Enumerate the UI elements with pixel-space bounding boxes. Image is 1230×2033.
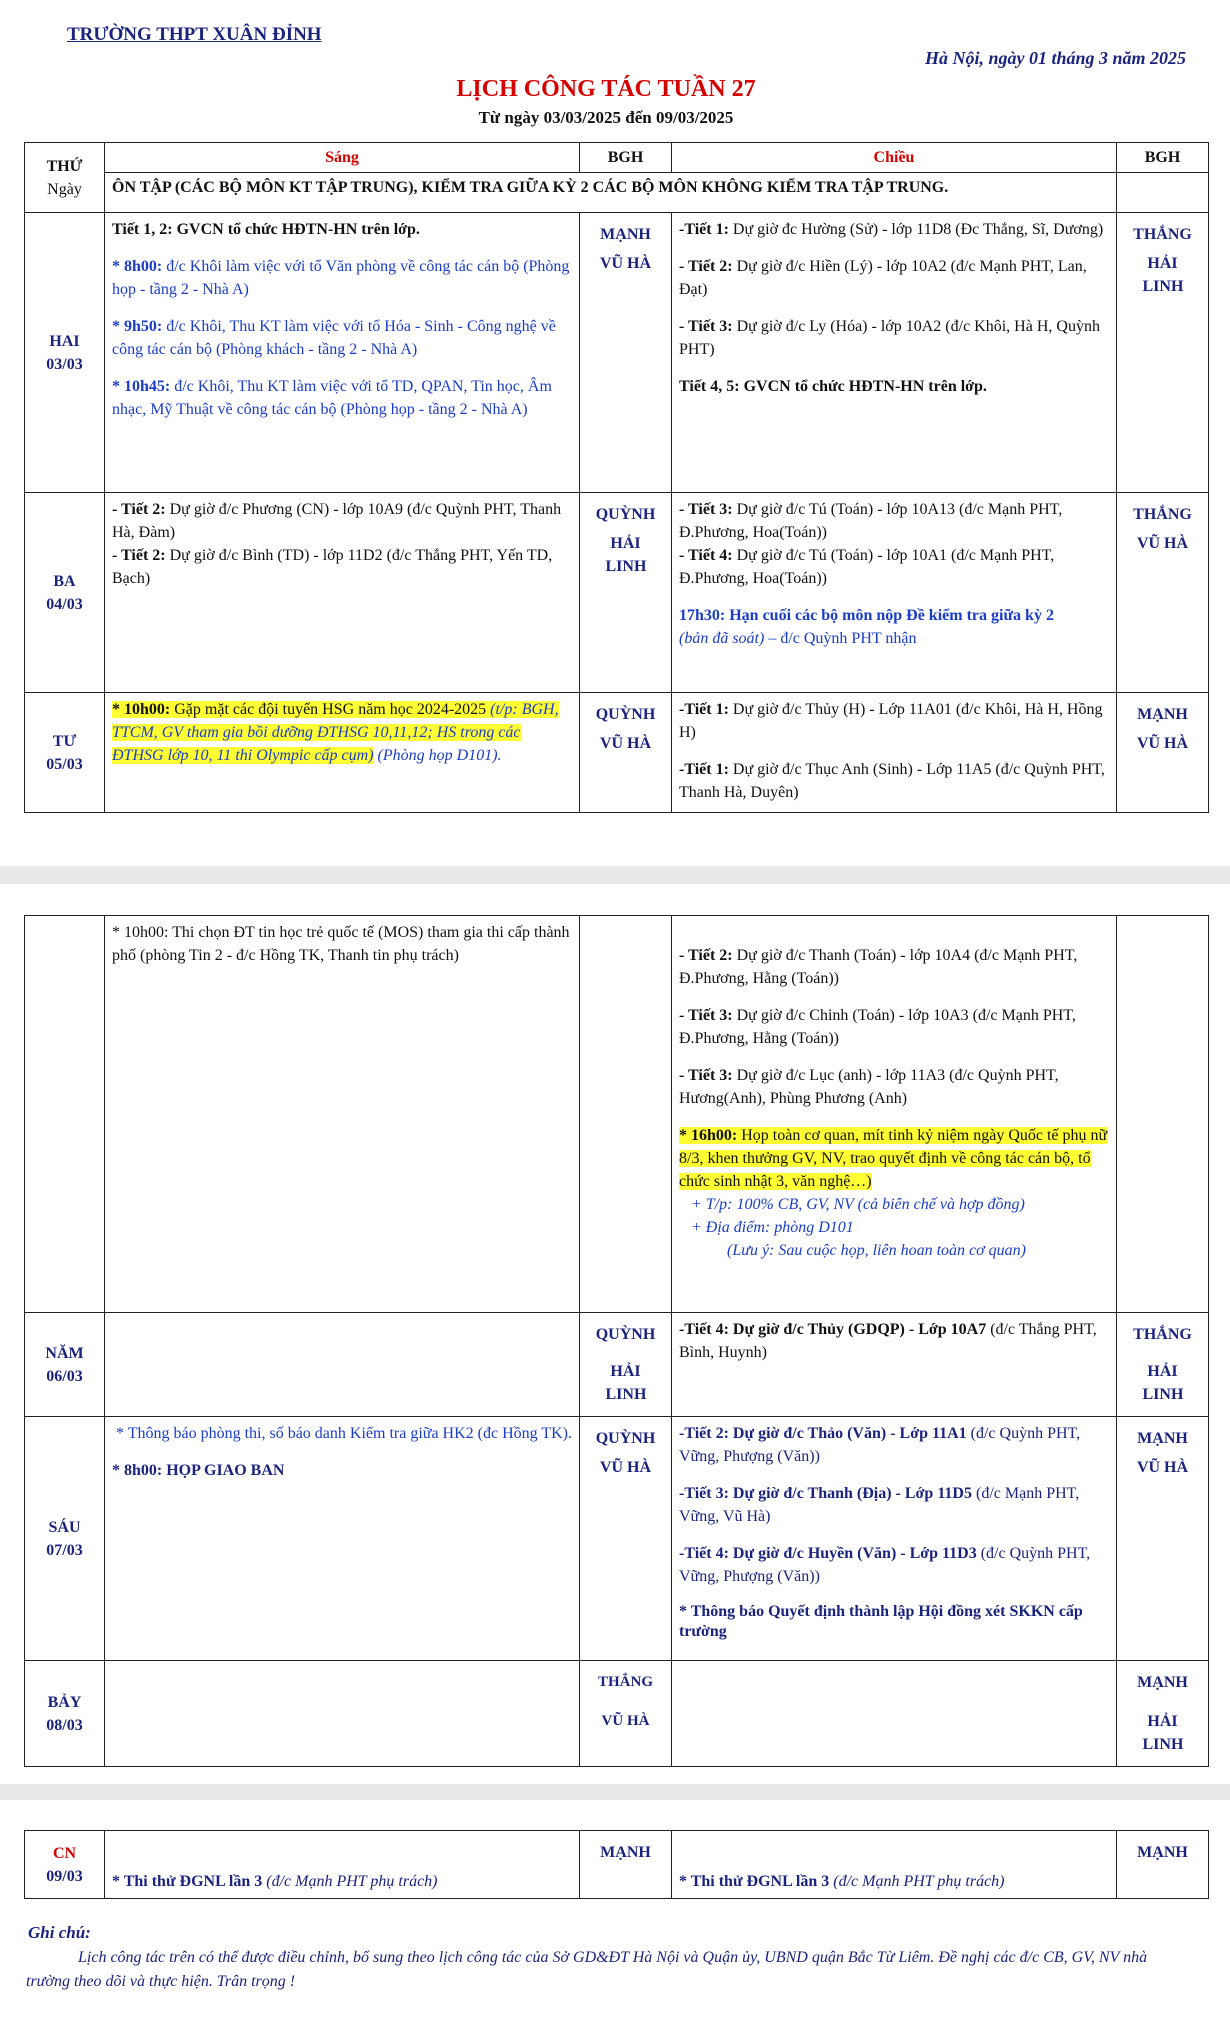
schedule-table-part-2 bbox=[24, 915, 1209, 1767]
day-date: 09/03 bbox=[46, 1867, 83, 1885]
week-note-row bbox=[25, 173, 1209, 213]
thu-label: THỨ bbox=[46, 157, 83, 175]
bgh-name: THẮNG bbox=[1133, 226, 1192, 243]
event-detail: Dự giờ đ/c Chinh (Toán) - lớp 10A3 (đ/c Mạnh PHT, Đ.Phương, Hằng (Toán)) bbox=[679, 1007, 1076, 1047]
event-time: * Thi thử ĐGNL lần 3 bbox=[679, 1873, 830, 1890]
event-time: -Tiết 1: bbox=[679, 761, 729, 778]
bgh-name: MẠNH bbox=[1137, 1674, 1188, 1691]
day-row-ba bbox=[25, 493, 1209, 693]
event-time: - Tiết 3: bbox=[679, 1067, 733, 1084]
event-time: - Tiết 3: bbox=[679, 1007, 733, 1024]
event-text bbox=[679, 698, 1109, 744]
bgh-name: THẮNG bbox=[1133, 506, 1192, 523]
page-break-band bbox=[0, 866, 1230, 884]
event-detail: – đ/c Quỳnh PHT nhận bbox=[764, 630, 917, 647]
afternoon-cell-bay bbox=[672, 1661, 1117, 1767]
bgh-name: THẮNG bbox=[597, 1674, 653, 1690]
bgh-afternoon-tu-continued bbox=[1117, 916, 1209, 1313]
event-text: (Lưu ý: Sau cuộc họp, liên hoan toàn cơ quan) bbox=[727, 1242, 1026, 1259]
bgh-name: VŨ HÀ bbox=[599, 735, 652, 752]
morning-cell-cn bbox=[105, 1831, 580, 1899]
day-row-tu bbox=[25, 693, 1209, 813]
bgh-afternoon-sau bbox=[1117, 1417, 1209, 1661]
bgh-afternoon-nam bbox=[1117, 1313, 1209, 1417]
day-cell-tu bbox=[25, 693, 105, 813]
afternoon-cell-cn bbox=[672, 1831, 1117, 1899]
event-time: -Tiết 4: Dự giờ đ/c Thủy (GDQP) - Lớp 10A7 bbox=[679, 1321, 987, 1338]
bgh-morning-cn bbox=[580, 1831, 672, 1899]
event-detail: Dự giờ đ/c Tú (Toán) - lớp 10A13 (đ/c Mạnh PHT, Đ.Phương, Hoa(Toán)) bbox=[679, 501, 1063, 541]
day-row-tu-continued bbox=[25, 916, 1209, 1313]
event-text bbox=[679, 498, 1109, 544]
day-date: 03/03 bbox=[46, 355, 83, 373]
day-row-nam bbox=[25, 1313, 1209, 1417]
bgh-name: MẠNH bbox=[600, 226, 651, 243]
event-detail: (Phòng họp D101). bbox=[373, 747, 502, 764]
bgh-morning-nam bbox=[580, 1313, 672, 1417]
event-detail: (đ/c Mạnh PHT phụ trách) bbox=[262, 1873, 438, 1890]
event-detail: Dự giờ đ/c Thủy (H) - Lớp 11A01 (đ/c Khôi, Hà H, Hồng H) bbox=[679, 701, 1103, 741]
bgh-header-2: BGH bbox=[1117, 143, 1209, 173]
afternoon-header: Chiều bbox=[672, 143, 1117, 173]
event-text: * Thông báo Quyết định thành lập Hội đồng xét SKKN cấp trường bbox=[679, 1603, 1083, 1640]
bgh-afternoon-cn bbox=[1117, 1831, 1209, 1899]
bgh-name: HẢI LINH bbox=[605, 535, 647, 575]
event-text bbox=[679, 255, 1109, 301]
day-row-sau bbox=[25, 1417, 1209, 1661]
date-line: Hà Nội, ngày 01 tháng 3 năm 2025 bbox=[924, 48, 1186, 68]
day-column-header bbox=[25, 143, 105, 213]
morning-cell-bay bbox=[105, 1661, 580, 1767]
event-detail: (đ/c Mạnh PHT phụ trách) bbox=[829, 1873, 1005, 1890]
event-detail: Họp toàn cơ quan, mít tinh kỷ niệm ngày Quốc tế phụ nữ 8/3, khen thưởng GV, NV, trao quyết định về công tác cán bộ, tổ chức sinh nhật 3, văn nghệ…) bbox=[679, 1127, 1108, 1190]
morning-cell-ba bbox=[105, 493, 580, 693]
week-note: ÔN TẬP (CÁC BỘ MÔN KT TẬP TRUNG), KIỂM TRA GIỮA KỲ 2 CÁC BỘ MÔN KHÔNG KIỂM TRA TẬP TRUNG. bbox=[105, 173, 1117, 213]
event-text bbox=[679, 944, 1109, 990]
event-detail: đ/c Khôi, Thu KT làm việc với tổ Hóa - Sinh - Công nghệ về công tác cán bộ (Phòng khách - tầng 2 - Nhà A) bbox=[112, 318, 556, 358]
bgh-name: VŨ HÀ bbox=[1136, 735, 1189, 752]
event-text bbox=[112, 698, 572, 767]
bgh-afternoon-bay bbox=[1117, 1661, 1209, 1767]
day-cell-ba bbox=[25, 493, 105, 693]
bgh-name: QUỲNH bbox=[595, 506, 656, 523]
schedule-table-part-1 bbox=[24, 142, 1209, 813]
event-detail: đ/c Khôi, Thu KT làm việc với tổ TD, QPAN, Tin học, Âm nhạc, Mỹ Thuật về công tác cán bộ (Phòng họp - tầng 2 - Nhà A) bbox=[112, 378, 552, 418]
event-time: * 9h50: bbox=[112, 318, 163, 335]
event-time: * 10h00: bbox=[112, 701, 171, 718]
day-name: NĂM bbox=[45, 1344, 84, 1362]
bgh-name: VŨ HÀ bbox=[1136, 535, 1189, 552]
event-text bbox=[112, 1870, 572, 1893]
event-text: * 10h00: Thi chọn ĐT tin học trẻ quốc tế (MOS) tham gia thi cấp thành phố (phòng Tin 2 - đ/c Hồng TK, Thanh tin phụ trách) bbox=[112, 924, 570, 964]
day-cell-tu-continued bbox=[25, 916, 105, 1313]
day-date: 07/03 bbox=[46, 1541, 83, 1559]
event-detail: (đ/c Thắng PHT, Bình, Huynh) bbox=[679, 1321, 1097, 1361]
event-detail: đ/c Khôi làm việc với tổ Văn phòng về công tác cán bộ (Phòng họp - tầng 2 - Nhà A) bbox=[112, 258, 570, 298]
day-cell-hai bbox=[25, 213, 105, 493]
event-text: Tiết 4, 5: GVCN tổ chức HĐTN-HN trên lớp. bbox=[679, 378, 987, 395]
event-text bbox=[679, 1004, 1109, 1050]
bgh-header-1: BGH bbox=[580, 143, 672, 173]
event-text bbox=[112, 498, 572, 544]
event-text bbox=[679, 1482, 1109, 1528]
event-time: - Tiết 2: bbox=[679, 947, 733, 964]
morning-cell-tu bbox=[105, 693, 580, 813]
day-name: HAI bbox=[49, 332, 80, 350]
event-time: * Thi thử ĐGNL lần 3 bbox=[112, 1873, 263, 1890]
day-date: 06/03 bbox=[46, 1367, 83, 1385]
bgh-morning-ba bbox=[580, 493, 672, 693]
day-cell-nam bbox=[25, 1313, 105, 1417]
day-cell-bay bbox=[25, 1661, 105, 1767]
event-detail: Gặp mặt các đội tuyển HSG năm học 2024-2025 bbox=[170, 701, 491, 718]
event-text bbox=[679, 544, 1109, 590]
event-text bbox=[679, 1422, 1109, 1468]
date-range: Từ ngày 03/03/2025 đến 09/03/2025 bbox=[478, 108, 734, 127]
afternoon-cell-tu bbox=[672, 693, 1117, 813]
bgh-afternoon-hai bbox=[1117, 213, 1209, 493]
event-detail: Dự giờ đ/c Phương (CN) - lớp 10A9 (đ/c Quỳnh PHT, Thanh Hà, Đàm) bbox=[112, 501, 562, 541]
event-time: * 10h45: bbox=[112, 378, 171, 395]
morning-cell-hai bbox=[105, 213, 580, 493]
event-detail: Dự giờ đ/c Thục Anh (Sinh) - Lớp 11A5 (đ/c Quỳnh PHT, Thanh Hà, Duyên) bbox=[679, 761, 1105, 801]
morning-cell-sau bbox=[105, 1417, 580, 1661]
bgh-name: QUỲNH bbox=[595, 1430, 656, 1447]
event-time: - Tiết 2: bbox=[112, 547, 166, 564]
morning-cell-tu-continued bbox=[105, 916, 580, 1313]
bgh-morning-bay bbox=[580, 1661, 672, 1767]
afternoon-cell-hai bbox=[672, 213, 1117, 493]
bgh-afternoon-ba bbox=[1117, 493, 1209, 693]
event-time: -Tiết 1: bbox=[679, 701, 729, 718]
event-text bbox=[679, 1064, 1109, 1110]
event-detail: Dự giờ đ/c Lục (anh) - lớp 11A3 (đ/c Quỳnh PHT, Hương(Anh), Phùng Phương (Anh) bbox=[679, 1067, 1059, 1107]
event-time: -Tiết 3: Dự giờ đ/c Thanh (Địa) - Lớp 11D5 bbox=[679, 1485, 972, 1502]
page-break-band-2 bbox=[0, 1784, 1230, 1800]
event-text bbox=[679, 1318, 1109, 1364]
event-text bbox=[112, 315, 572, 361]
event-text bbox=[679, 315, 1109, 361]
event-detail: Dự giờ đc Hường (Sử) - lớp 11D8 (Đc Thắng, Sĩ, Dương) bbox=[728, 221, 1104, 238]
bgh-name: HẢI LINH bbox=[1142, 1713, 1184, 1753]
bgh-name: MẠNH bbox=[600, 1844, 651, 1861]
event-time: - Tiết 3: bbox=[679, 318, 733, 335]
event-detail: Dự giờ đ/c Ly (Hóa) - lớp 10A2 (đ/c Khôi, Hà H, Quỳnh PHT) bbox=[679, 318, 1100, 358]
bgh-name: QUỲNH bbox=[595, 706, 656, 723]
event-text bbox=[679, 1124, 1109, 1193]
day-name: TƯ bbox=[52, 732, 77, 750]
afternoon-cell-sau bbox=[672, 1417, 1117, 1661]
event-time: * 8h00: bbox=[112, 258, 163, 275]
week-note-empty-1 bbox=[1117, 173, 1209, 213]
event-detail: Dự giờ đ/c Tú (Toán) - lớp 10A1 (đ/c Mạnh PHT, Đ.Phương, Hoa(Toán)) bbox=[679, 547, 1055, 587]
day-name: BA bbox=[53, 572, 76, 590]
event-detail: (t/p: BGH, TTCM, GV tham gia bồi dưỡng ĐTHSG 10,11,12; HS trong các ĐTHSG lớp 10, 11 thi Olympic cấp cụm) bbox=[112, 701, 559, 764]
bgh-morning-sau bbox=[580, 1417, 672, 1661]
event-time: - Tiết 2: bbox=[679, 258, 733, 275]
event-text bbox=[679, 218, 1109, 241]
event-time: -Tiết 1: bbox=[679, 221, 729, 238]
notes-body: Lịch công tác trên có thể được điều chỉnh, bổ sung theo lịch công tác của Sở GD&ĐT Hà Nội và Quận ủy, UBND quận Bắc Từ Liêm. Đề nghị các đ/c CB, GV, NV nhà trường theo dõi và thực hiện. Trân trọng ! bbox=[26, 1949, 1148, 1990]
bgh-name: HẢI LINH bbox=[1142, 1363, 1184, 1403]
day-row-hai bbox=[25, 213, 1209, 493]
bgh-name: QUỲNH bbox=[595, 1326, 656, 1343]
day-date: 05/03 bbox=[46, 755, 83, 773]
event-time: 17h30: Hạn cuối các bộ môn nộp Đề kiểm tra giữa kỳ 2 bbox=[679, 607, 1054, 624]
event-text: + T/p: 100% CB, GV, NV (cả biên chế và hợp đồng) bbox=[691, 1196, 1025, 1213]
bgh-name: VŨ HÀ bbox=[1136, 1459, 1189, 1476]
day-row-cn bbox=[25, 1831, 1209, 1899]
school-name: TRƯỜNG THPT XUÂN ĐỈNH bbox=[67, 24, 322, 45]
afternoon-cell-nam bbox=[672, 1313, 1117, 1417]
bgh-name: MẠNH bbox=[1137, 706, 1188, 723]
day-cell-sau bbox=[25, 1417, 105, 1661]
event-time: * 16h00: bbox=[679, 1127, 738, 1144]
bgh-name: MẠNH bbox=[1137, 1430, 1188, 1447]
event-text bbox=[679, 604, 1109, 650]
day-name: SÁU bbox=[48, 1518, 81, 1536]
event-time: - Tiết 3: bbox=[679, 501, 733, 518]
bgh-name: HẢI LINH bbox=[605, 1363, 647, 1403]
event-detail: Dự giờ đ/c Thanh (Toán) - lớp 10A4 (đ/c Mạnh PHT, Đ.Phương, Hằng (Toán)) bbox=[679, 947, 1078, 987]
afternoon-cell-tu-continued bbox=[672, 916, 1117, 1313]
event-detail: Dự giờ đ/c Hiền (Lý) - lớp 10A2 (đ/c Mạnh PHT, Lan, Đạt) bbox=[679, 258, 1087, 298]
bgh-name: THẮNG bbox=[1133, 1326, 1192, 1343]
event-text: + Địa điểm: phòng D101 bbox=[691, 1219, 854, 1236]
event-detail: (đ/c Mạnh PHT, Vững, Vũ Hà) bbox=[679, 1485, 1080, 1525]
bgh-morning-hai bbox=[580, 213, 672, 493]
bgh-morning-tu-continued bbox=[580, 916, 672, 1313]
page-title: LỊCH CÔNG TÁC TUẦN 27 bbox=[456, 76, 756, 102]
event-text bbox=[112, 255, 572, 301]
event-detail: (đ/c Quỳnh PHT, Vững, Phượng (Văn)) bbox=[679, 1545, 1091, 1585]
ngay-label: Ngày bbox=[47, 180, 82, 198]
event-detail: Dự giờ đ/c Bình (TD) - lớp 11D2 (đ/c Thắng PHT, Yến TD, Bạch) bbox=[112, 547, 553, 587]
event-text bbox=[679, 758, 1109, 804]
event-time: -Tiết 2: Dự giờ đ/c Thảo (Văn) - Lớp 11A1 bbox=[679, 1425, 967, 1442]
bgh-name: VŨ HÀ bbox=[599, 1459, 652, 1476]
schedule-table-part-3 bbox=[24, 1830, 1209, 1899]
day-name: CN bbox=[52, 1844, 77, 1862]
event-text: * Thông báo phòng thi, số báo danh Kiểm tra giữa HK2 (đc Hồng TK). bbox=[116, 1425, 573, 1442]
event-detail: (đ/c Quỳnh PHT, Vững, Phượng (Văn)) bbox=[679, 1425, 1081, 1465]
day-date: 08/03 bbox=[46, 1716, 83, 1734]
bgh-name: VŨ HÀ bbox=[601, 1713, 650, 1729]
event-text bbox=[112, 544, 572, 590]
morning-header: Sáng bbox=[105, 143, 580, 173]
day-date: 04/03 bbox=[46, 595, 83, 613]
event-time: - Tiết 4: bbox=[679, 547, 733, 564]
bgh-name: HẢI LINH bbox=[1142, 255, 1184, 295]
bgh-morning-tu bbox=[580, 693, 672, 813]
event-text: Tiết 1, 2: GVCN tổ chức HĐTN-HN trên lớp. bbox=[112, 221, 420, 238]
event-time: - Tiết 2: bbox=[112, 501, 166, 518]
bgh-name: VŨ HÀ bbox=[599, 255, 652, 272]
event-detail: (bản đã soát) bbox=[679, 630, 765, 647]
day-cell-cn bbox=[25, 1831, 105, 1899]
day-row-bay bbox=[25, 1661, 1209, 1767]
table-header-row bbox=[25, 143, 1209, 173]
event-text bbox=[112, 375, 572, 421]
bgh-afternoon-tu bbox=[1117, 693, 1209, 813]
event-text: * 8h00: HỌP GIAO BAN bbox=[112, 1462, 285, 1479]
afternoon-cell-ba bbox=[672, 493, 1117, 693]
day-name: BẢY bbox=[47, 1693, 82, 1711]
event-text bbox=[679, 1542, 1109, 1588]
notes-title: Ghi chú: bbox=[28, 1923, 91, 1942]
event-time: -Tiết 4: Dự giờ đ/c Huyền (Văn) - Lớp 11D3 bbox=[679, 1545, 977, 1562]
bgh-name: MẠNH bbox=[1137, 1844, 1188, 1861]
morning-cell-nam bbox=[105, 1313, 580, 1417]
event-text bbox=[679, 1870, 1109, 1893]
